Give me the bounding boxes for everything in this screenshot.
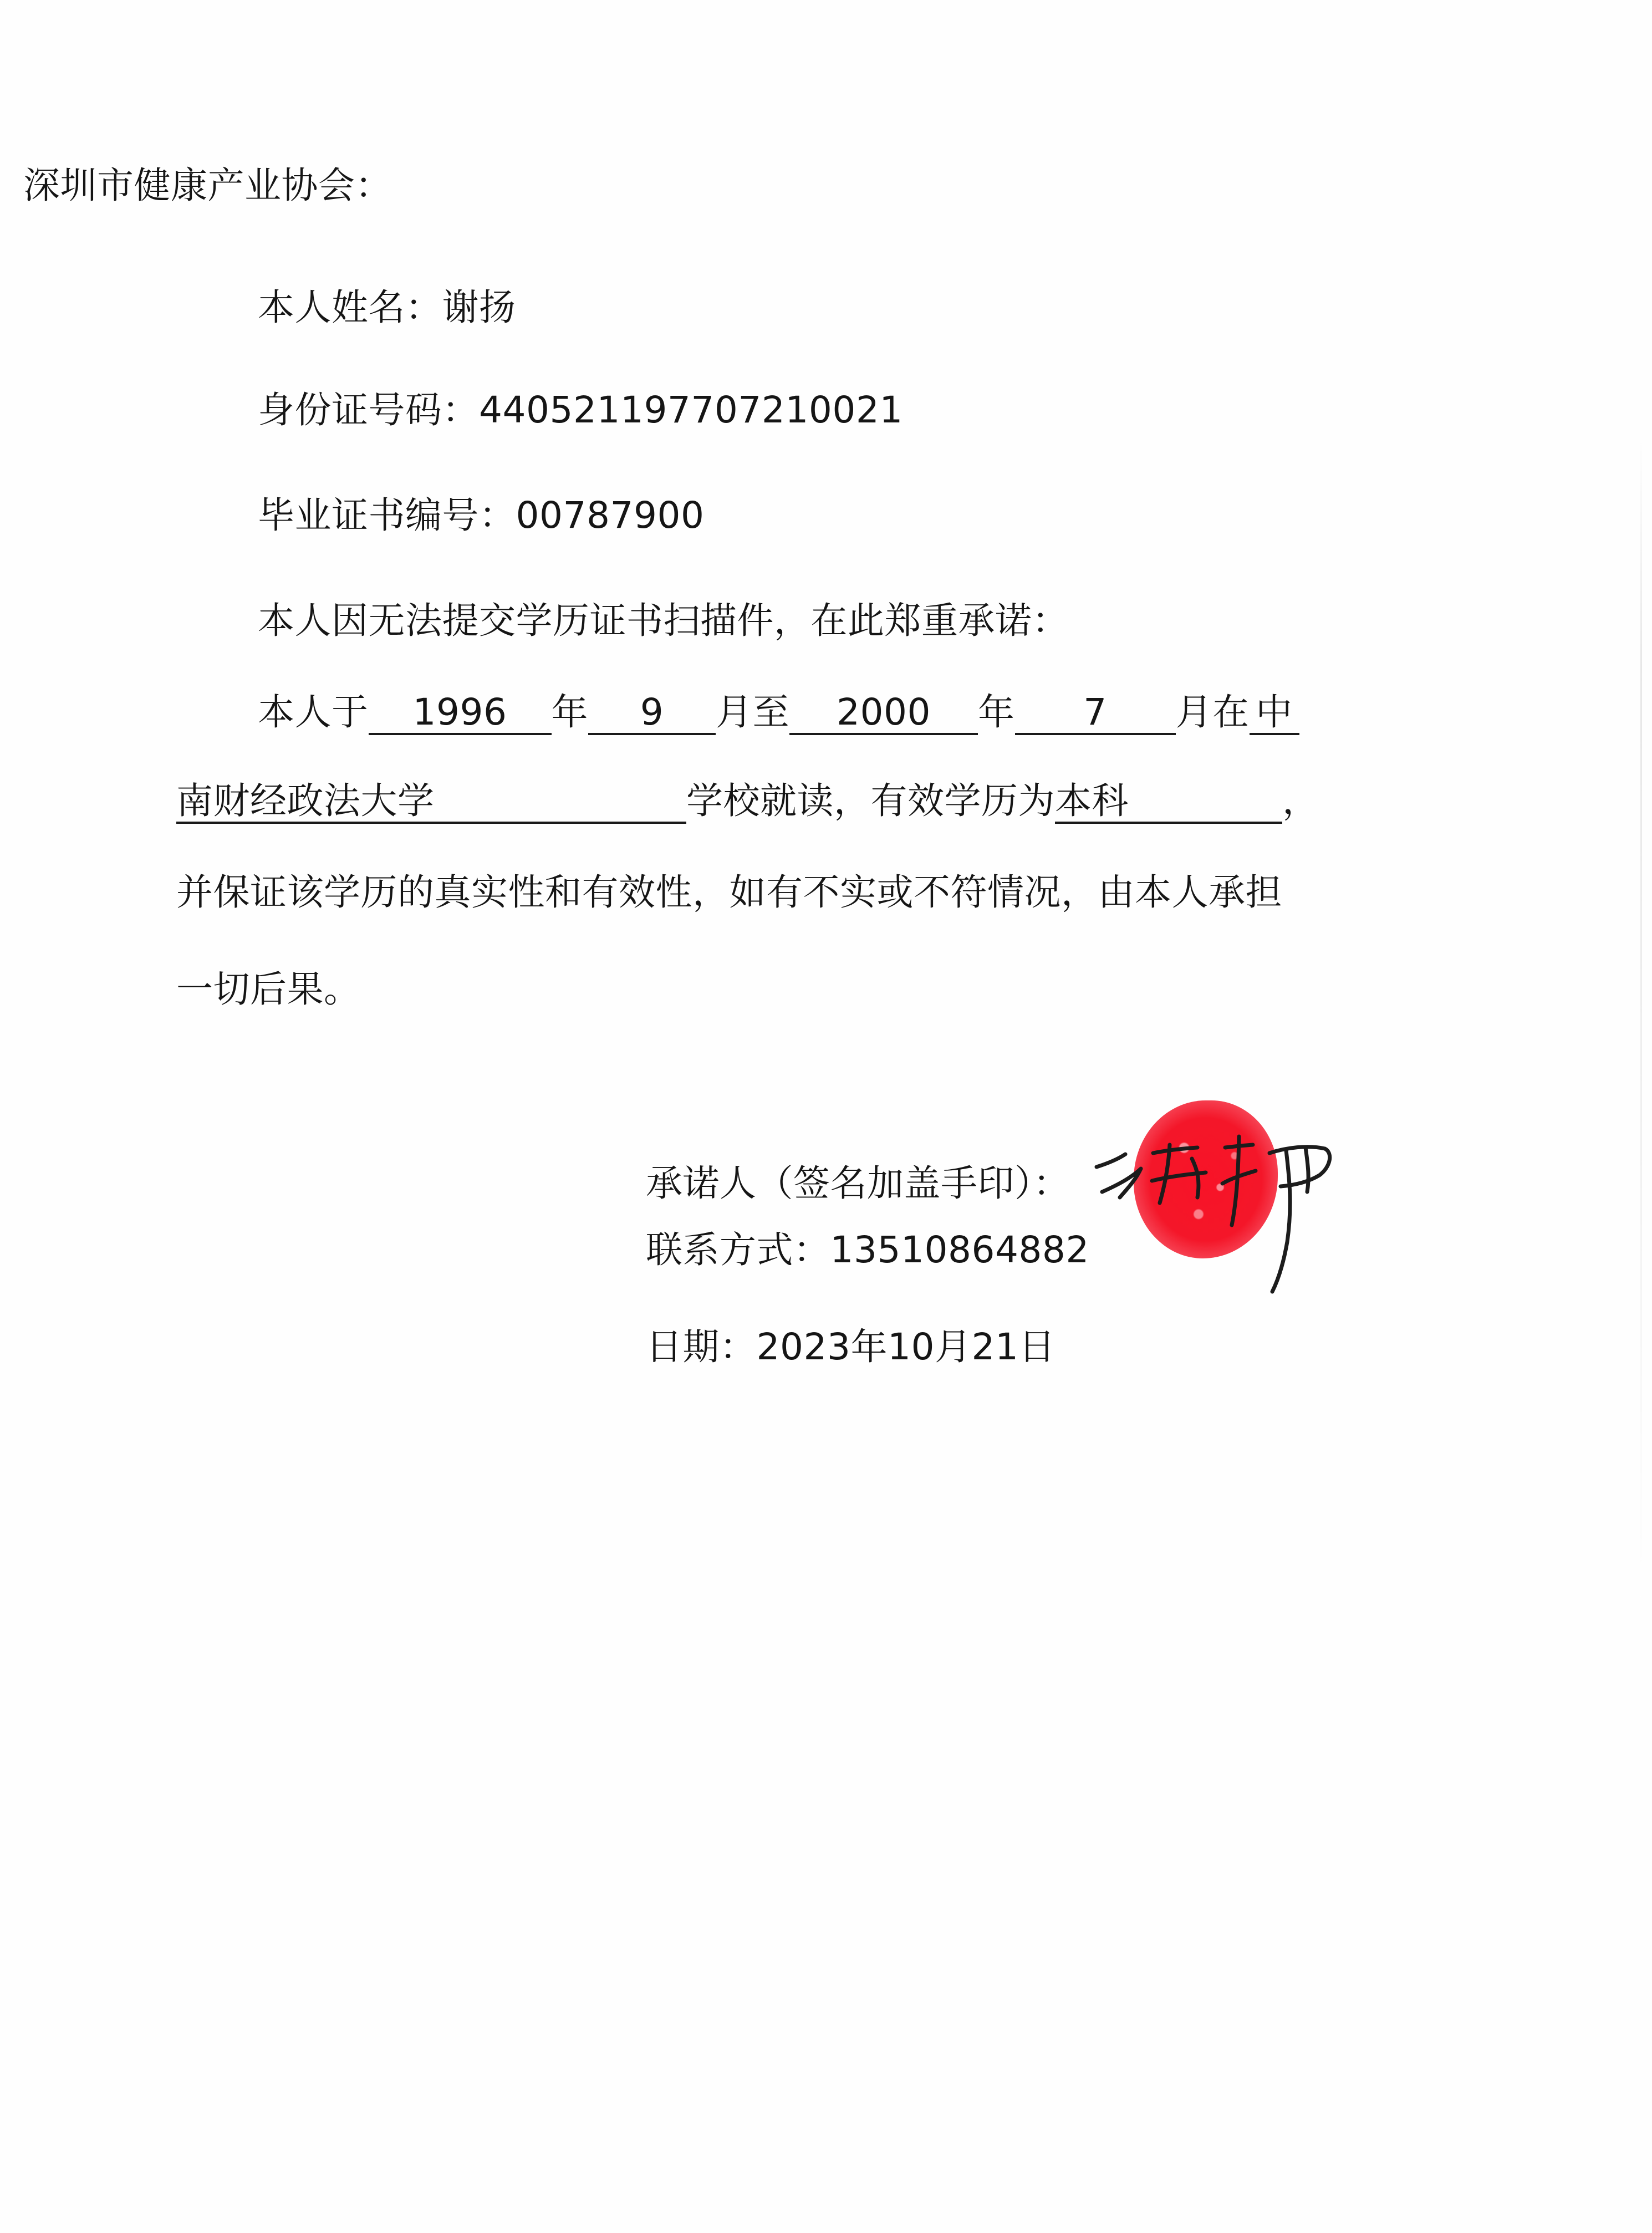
study-period-line [258, 690, 1299, 735]
school-suffix: 学校就读，有效学历为 [686, 779, 1055, 822]
at-text: 月在 [1175, 691, 1250, 733]
degree-comma: ， [1282, 779, 1319, 822]
intro-line: 本人因无法提交学历证书扫描件，在此郑重承诺： [258, 599, 1069, 642]
start-year-field: 1996 [369, 692, 552, 735]
end-year-field: 2000 [789, 692, 978, 735]
addressee: 深圳市健康产业协会： [23, 164, 392, 207]
scan-edge [1640, 432, 1642, 1597]
date-line: 日期：2023年10月21日 [646, 1325, 1056, 1368]
to-text: 月至 [716, 691, 789, 733]
signer-label: 承诺人（签名加盖手印）： [646, 1162, 1070, 1205]
year-char-2: 年 [978, 691, 1015, 733]
end-month-field: 7 [1015, 692, 1176, 735]
guarantee-line: 并保证该学历的真实性和有效性，如有不实或不符情况，由本人承担 [176, 871, 1282, 914]
id-number-line: 身份证号码：440521197707210021 [258, 389, 903, 431]
contact-line: 联系方式：13510864882 [646, 1228, 1089, 1271]
study-prefix: 本人于 [258, 691, 369, 733]
year-char-1: 年 [551, 691, 588, 733]
handwritten-signature [1087, 1114, 1353, 1297]
consequence-line: 一切后果。 [176, 968, 361, 1011]
school-field-part1: 中 [1250, 692, 1299, 735]
certificate-number-line: 毕业证书编号：00787900 [258, 494, 705, 537]
start-month-field: 9 [588, 692, 716, 735]
name-line: 本人姓名：谢扬 [258, 286, 516, 329]
degree-field: 本科 [1055, 781, 1282, 824]
school-degree-line [176, 779, 1319, 824]
school-field-part2: 南财经政法大学 [176, 781, 686, 824]
